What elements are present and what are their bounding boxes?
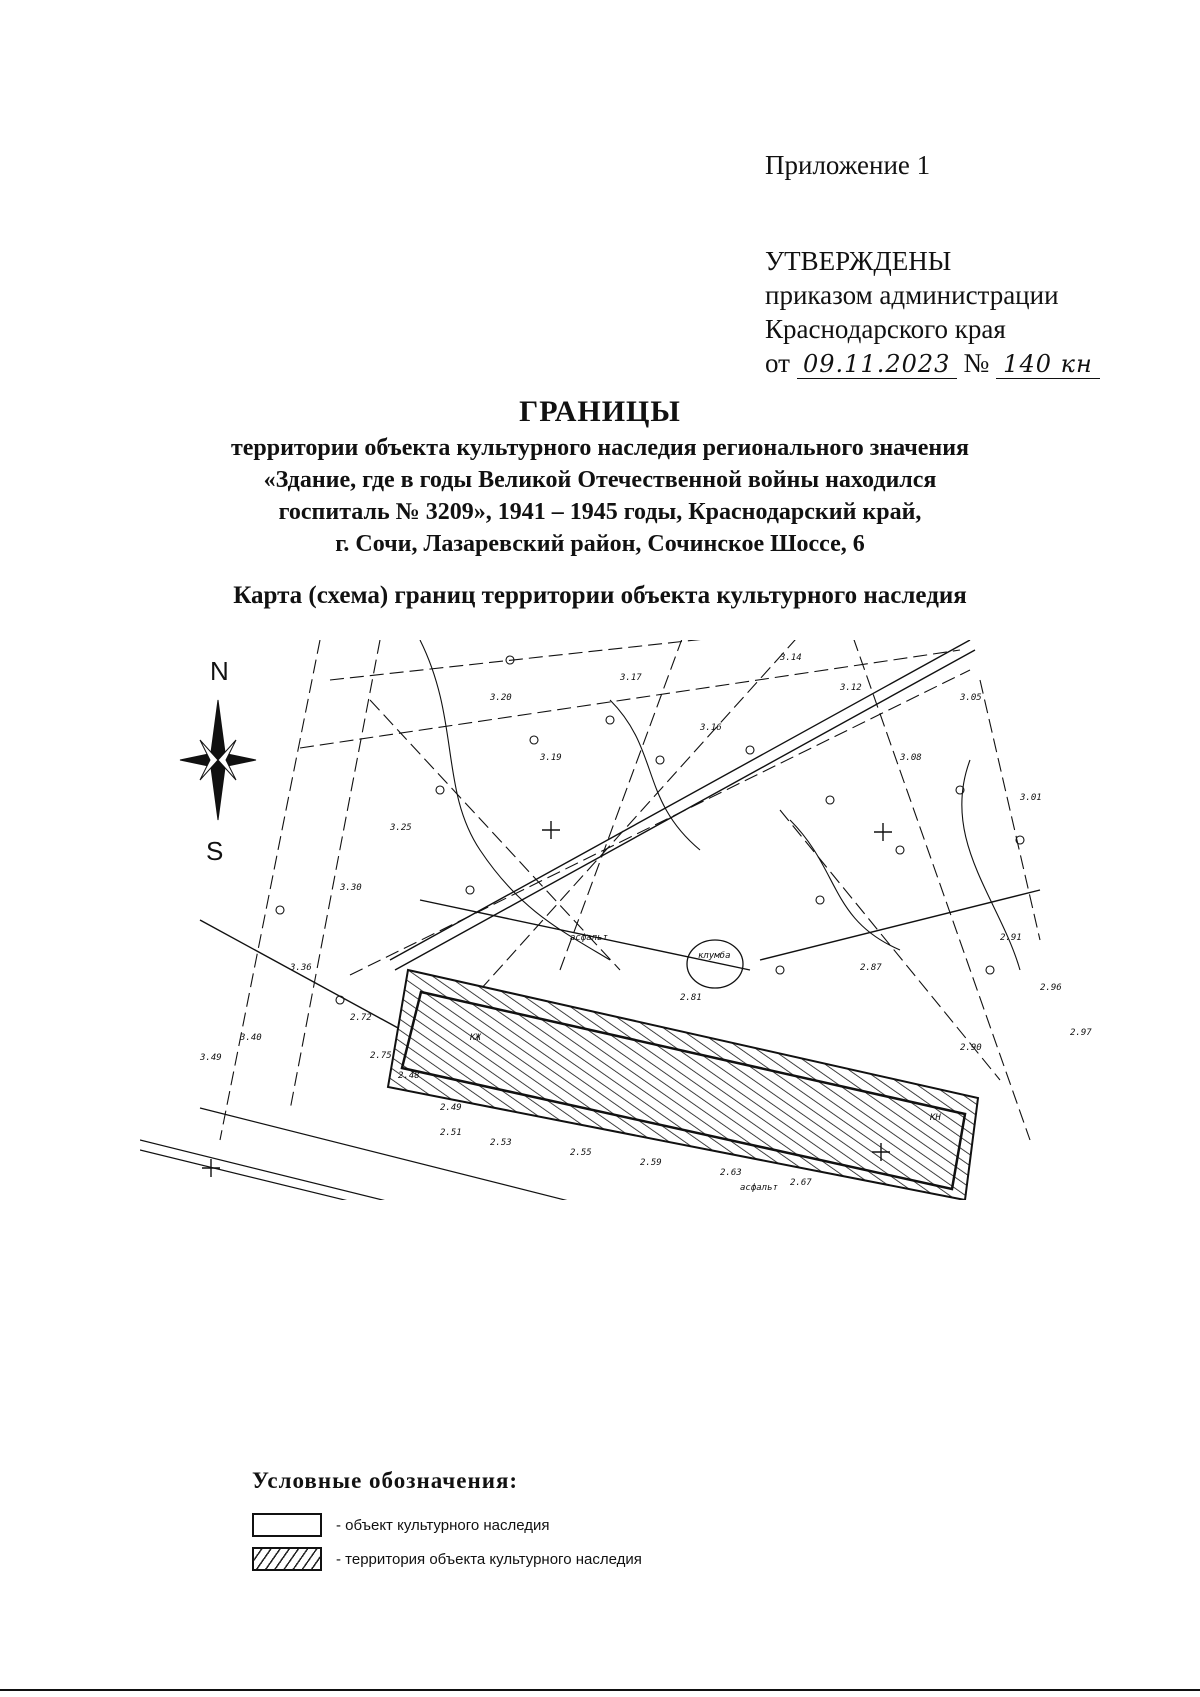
map-label: 3.49 — [200, 1053, 222, 1063]
title-line-2: «Здание, где в годы Великой Отечественной войны находился — [263, 467, 937, 493]
map-label: 3.19 — [540, 753, 562, 763]
legend — [252, 1468, 952, 1576]
map-label: 3.30 — [340, 883, 362, 893]
order-date: 09.11.2023 — [797, 350, 957, 379]
appendix-number: Приложение 1 — [765, 150, 931, 180]
map-label: 3.01 — [1020, 793, 1042, 803]
document-title — [0, 392, 1200, 560]
map-label: 3.36 — [290, 963, 312, 973]
legend-title: Условные обозначения: — [252, 1468, 519, 1493]
legend-object-label: - объект культурного наследия — [336, 1516, 550, 1534]
map-label: 3.12 — [840, 683, 862, 693]
legend-object-swatch — [252, 1513, 322, 1537]
south-label: S — [206, 836, 224, 866]
map-label: 2.91 — [1000, 933, 1022, 943]
legend-item-territory — [252, 1542, 952, 1576]
map-label: асфальт — [570, 933, 608, 943]
legend-item-object — [252, 1508, 952, 1542]
map-label: 2.49 — [440, 1103, 462, 1113]
title-line-3: госпиталь № 3209», 1941 – 1945 годы, Краснодарский край, — [278, 499, 922, 525]
map-label: 2.96 — [1040, 983, 1062, 993]
order-number: 140 кн — [996, 350, 1100, 379]
map-label: 2.59 — [640, 1158, 662, 1168]
map-label: 2.90 — [960, 1043, 982, 1053]
map-label: асфальт — [740, 1183, 778, 1193]
map-caption: Карта (схема) границ территории объекта культурного наследия — [233, 582, 967, 609]
approved-heading: УТВЕРЖДЕНЫ — [765, 246, 952, 276]
legend-territory-swatch — [252, 1547, 322, 1571]
map-label: 2.72 — [350, 1013, 372, 1023]
approval-block — [765, 148, 1185, 380]
map-label: 2.63 — [720, 1168, 742, 1178]
number-prefix: № — [963, 348, 990, 378]
map-label: 2.67 — [790, 1178, 812, 1188]
north-label: N — [210, 656, 229, 686]
map-label: 2.97 — [1070, 1028, 1092, 1038]
bottom-rule — [0, 1689, 1200, 1691]
map-label: 2.81 — [680, 993, 702, 1003]
approved-by-line: приказом администрации — [765, 280, 1059, 310]
compass-rose — [180, 700, 256, 820]
map-label: 3.14 — [780, 653, 802, 663]
site-plan-map — [140, 640, 1130, 1200]
legend-territory-label: - территория объекта культурного наследия — [336, 1550, 642, 1568]
map-label: 2.87 — [860, 963, 882, 973]
map-label: 2.75 — [370, 1051, 392, 1061]
map-label: 2.53 — [490, 1138, 512, 1148]
title-line-1: территории объекта культурного наследия регионального значения — [230, 435, 970, 461]
date-prefix: от — [765, 348, 790, 378]
title-main: ГРАНИЦЫ — [519, 395, 681, 428]
title-line-4: г. Сочи, Лазаревский район, Сочинское Шоссе, 6 — [335, 531, 865, 557]
map-label: 2.48 — [398, 1071, 420, 1081]
site-plan-svg — [140, 640, 1130, 1200]
map-label: 3.05 — [960, 693, 982, 703]
order-details-row — [765, 346, 1185, 380]
map-label: 3.40 — [240, 1033, 262, 1043]
map-label: 3.25 — [390, 823, 412, 833]
map-label: 3.20 — [490, 693, 512, 703]
map-label: 2.51 — [440, 1128, 462, 1138]
map-label: КН — [930, 1113, 941, 1123]
approved-region-line: Краснодарского края — [765, 314, 1006, 344]
map-label: 2.55 — [570, 1148, 592, 1158]
map-label: КЖ — [470, 1033, 481, 1043]
flowerbed — [687, 940, 743, 988]
map-label: клумба — [698, 951, 731, 961]
map-label: 3.16 — [700, 723, 722, 733]
map-label: 3.17 — [620, 673, 642, 683]
site-territory — [388, 970, 978, 1200]
map-label: 3.08 — [900, 753, 922, 763]
